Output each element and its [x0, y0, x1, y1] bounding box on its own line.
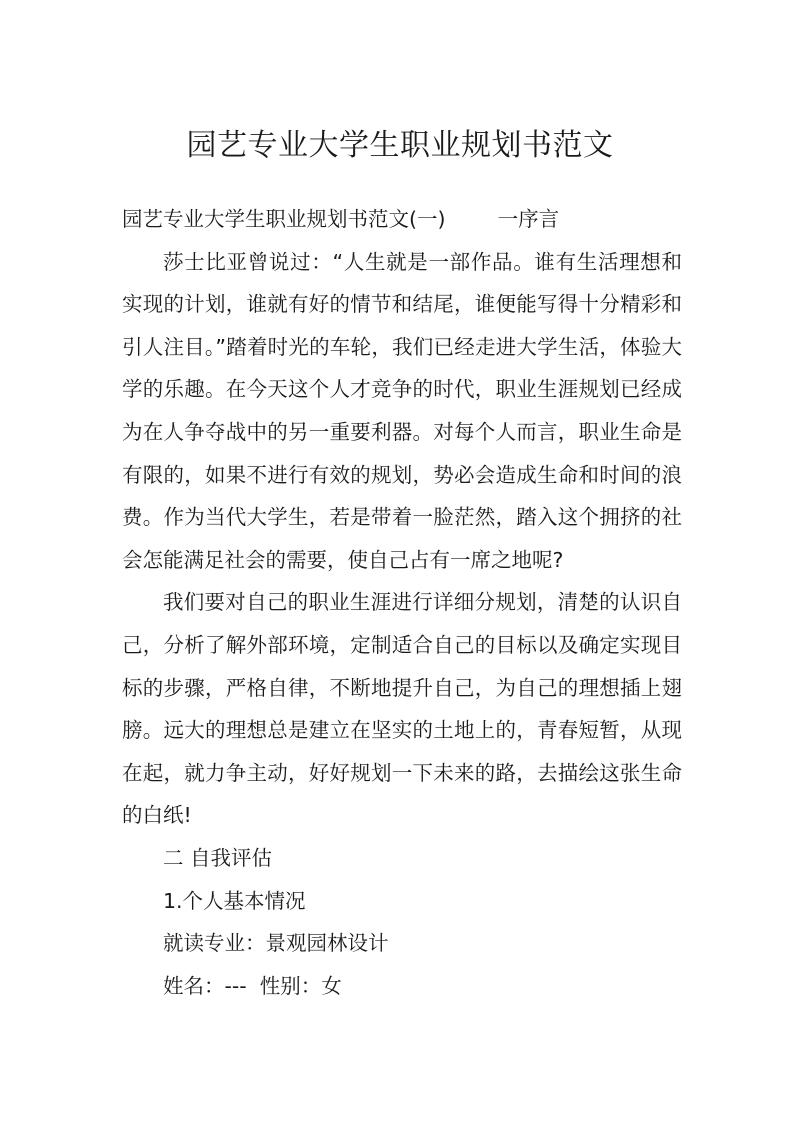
paragraph-preface-1: 莎士比亚曾说过：“人生就是一部作品。谁有生活理想和实现的计划，谁就有好的情节和结尾，谁便能写得十分精彩和引人注目。”踏着时光的车轮，我们已经走进大学生活，体验大学的乐趣。在今天这个人才竞争的时代，职业生涯规划已经成为在人争夺战中的另一重要利器。对每个人而言，职业生命是有限的，如果不进行有效的规划，势必会造成生命和时间的浪费。作为当代大学生，若是带着一脸茫然，踏入这个拥挤的社会怎能满足社会的需要，使自己占有一席之地呢?	[122, 249, 682, 572]
major-line: 就读专业：景观园林设计	[163, 931, 389, 956]
subtitle-line: 园艺专业大学生职业规划书范文(一) 一序言	[122, 207, 560, 231]
subsection-heading: 1.个人基本情况	[163, 888, 306, 913]
name-gender-line: 姓名：--- 性别：女	[163, 973, 342, 998]
section-heading: 二 自我评估	[163, 845, 273, 870]
paragraph-preface-2: 我们要对自己的职业生涯进行详细分规划，清楚的认识自己，分析了解外部环境，定制适合自己的目标以及确定实现目标的步骤，严格自律，不断地提升自己，为自己的理想插上翅膀。远大的理想总是建立在坚实的土地上的，青春短暂，从现在起，就力争主动，好好规划一下未来的路，去描绘这张生命的白纸!	[122, 590, 682, 828]
document-body	[122, 198, 682, 1007]
document-title: 园艺专业大学生职业规划书范文	[186, 128, 614, 163]
